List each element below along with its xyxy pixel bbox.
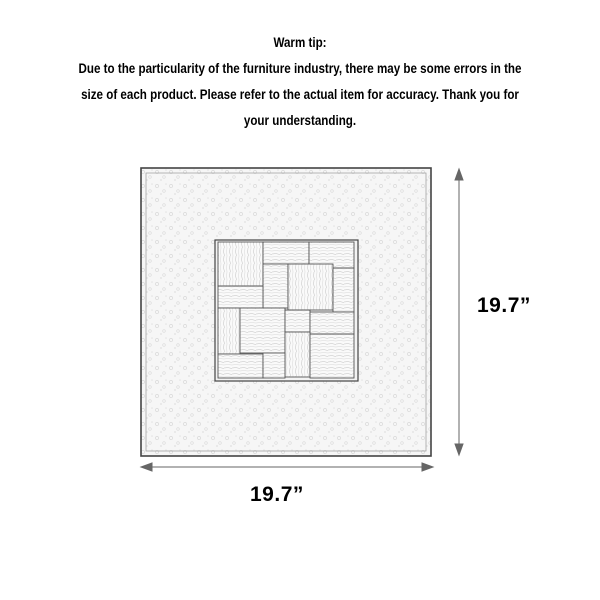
warm-tip-heading: Warm tip:	[273, 35, 327, 50]
width-dimension-arrow	[141, 463, 433, 471]
block-inlay	[215, 240, 358, 381]
height-dimension-label: 19.7”	[477, 294, 531, 317]
warm-tip-body: Due to the particularity of the furniture industry, there may be some errors in the size of each product. Please refer to the actual item for accuracy. Thank you for your understanding.	[78, 61, 522, 128]
height-dimension-arrow	[455, 169, 463, 455]
width-dimension-label: 19.7”	[250, 483, 304, 506]
